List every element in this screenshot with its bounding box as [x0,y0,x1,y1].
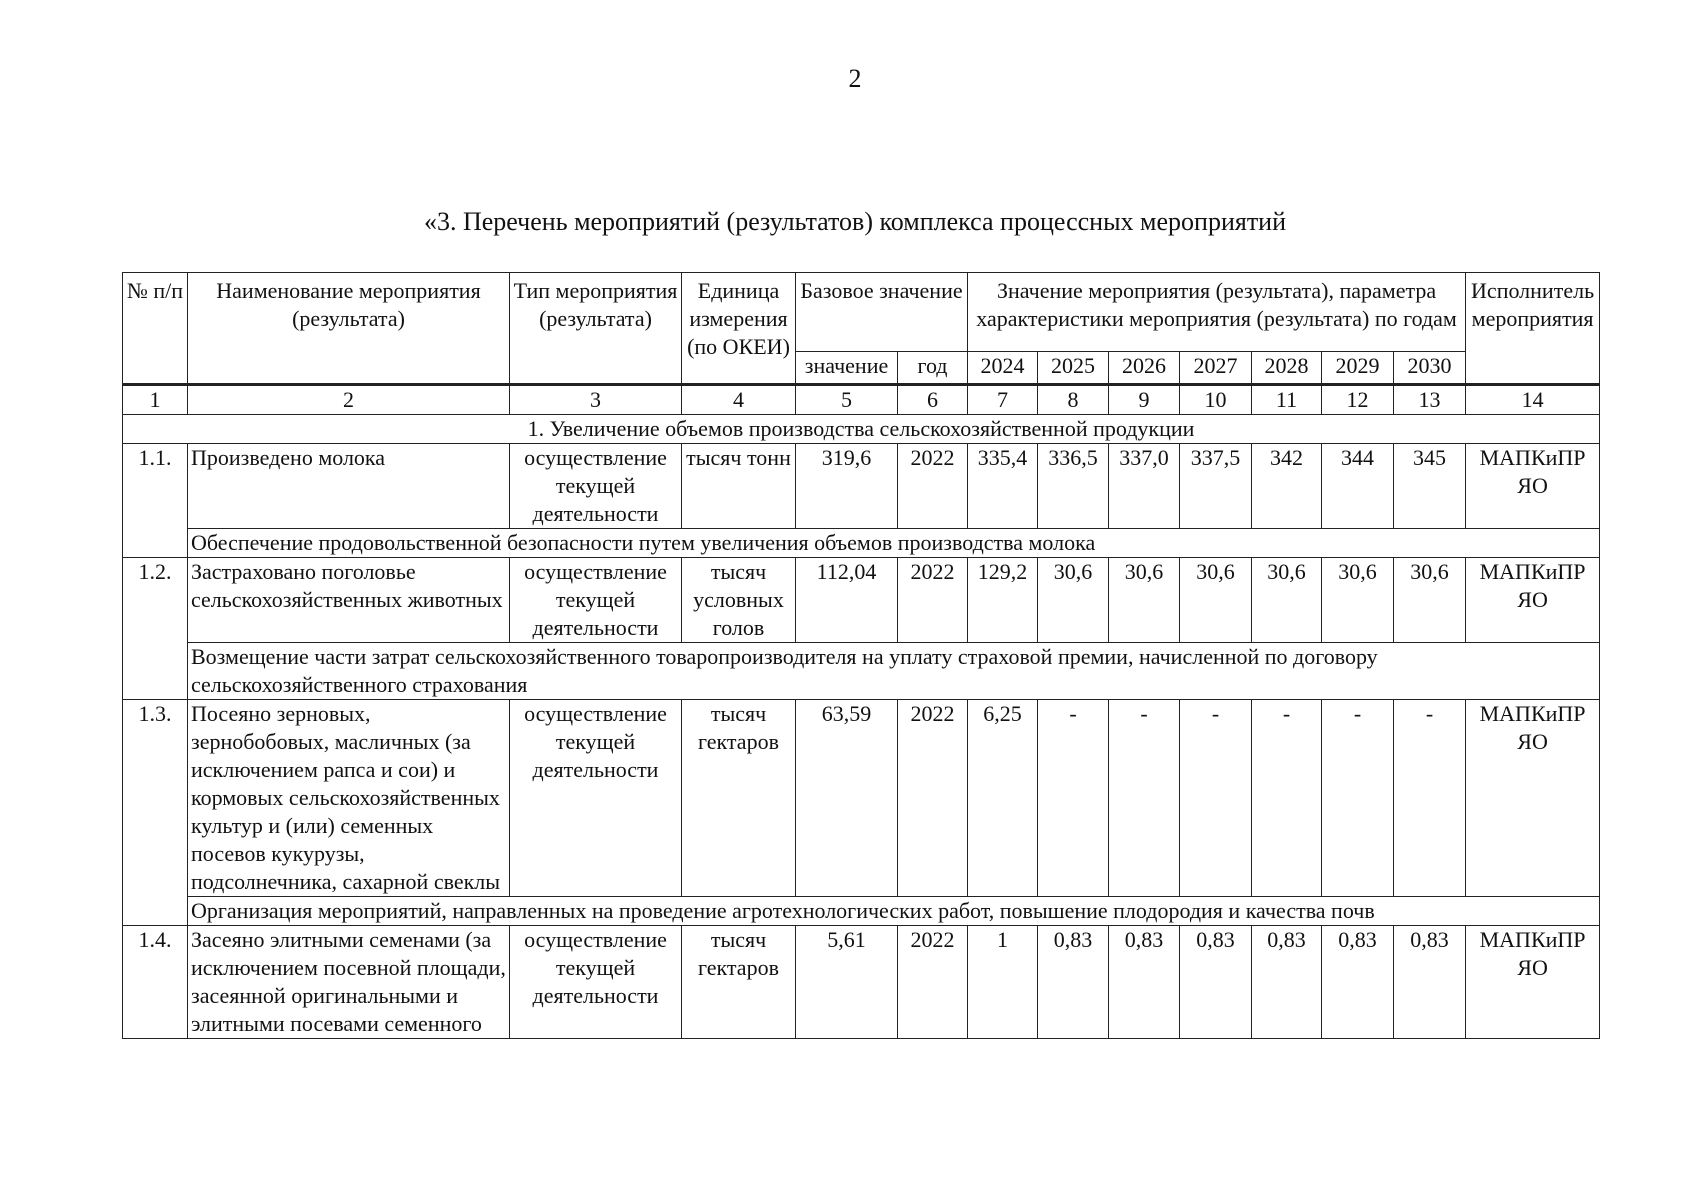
header-row [123,273,1600,352]
row-value-2028: 342 [1252,444,1322,529]
row-base-value: 112,04 [796,558,898,643]
header-number: № п/п [123,273,188,385]
column-number: 7 [968,385,1038,415]
row-value-2025: 0,83 [1038,926,1109,1039]
row-value-2029: 0,83 [1322,926,1394,1039]
row-base-value: 319,6 [796,444,898,529]
header-base: Базовое значение [796,273,968,352]
header-year-2030: 2030 [1394,352,1466,385]
row-name: Произведено молока [188,444,510,529]
row-description: Обеспечение продовольственной безопасности путем увеличения объемов производства молока [188,529,1600,558]
table-row [123,558,1600,643]
column-number: 10 [1180,385,1252,415]
row-type: осуществление текущей деятельности [510,926,682,1039]
row-value-2030: 345 [1394,444,1466,529]
header-year-2029: 2029 [1322,352,1394,385]
table-row [123,700,1600,897]
column-number: 12 [1322,385,1394,415]
row-type: осуществление текущей деятельности [510,700,682,897]
header-base-value: значение [796,352,898,385]
row-value-2029: 30,6 [1322,558,1394,643]
row-value-2024: 129,2 [968,558,1038,643]
column-number: 3 [510,385,682,415]
header-name: Наименование мероприятия (результата) [188,273,510,385]
column-number: 2 [188,385,510,415]
row-value-2030: 30,6 [1394,558,1466,643]
row-executor: МАПКиПР ЯО [1466,558,1600,643]
row-value-2026: 30,6 [1109,558,1180,643]
row-base-year: 2022 [898,926,968,1039]
row-unit: тысяч гектаров [682,700,796,897]
row-executor: МАПКиПР ЯО [1466,926,1600,1039]
row-name: Посеяно зерновых, зернобобовых, масличных (за исключением рапса и сои) и кормовых сельскохозяйственных культур и (или) семенных посевов кукурузы, подсолнечника, сахарной свеклы [188,700,510,897]
section-title: 1. Увеличение объемов производства сельскохозяйственной продукции [123,415,1600,444]
column-number: 8 [1038,385,1109,415]
row-name: Засеяно элитными семенами (за исключением посевной площади, засеянной оригинальными и элитными посевами семенного [188,926,510,1039]
row-value-2024: 335,4 [968,444,1038,529]
section-row [123,415,1600,444]
description-row [123,529,1600,558]
row-value-2025: 336,5 [1038,444,1109,529]
table-row [123,926,1600,1039]
header-year-2028: 2028 [1252,352,1322,385]
header-year-2025: 2025 [1038,352,1109,385]
row-number: 1.4. [123,926,188,1039]
column-number: 5 [796,385,898,415]
row-number: 1.3. [123,700,188,926]
table-row [123,444,1600,529]
header-year-2024: 2024 [968,352,1038,385]
row-value-2028: - [1252,700,1322,897]
row-number: 1.2. [123,558,188,700]
row-value-2026: - [1109,700,1180,897]
activities-table [122,272,1600,1039]
column-number: 9 [1109,385,1180,415]
description-row [123,897,1600,926]
page-number: 2 [848,64,862,93]
row-base-value: 5,61 [796,926,898,1039]
header-base-year: год [898,352,968,385]
row-unit: тысяч гектаров [682,926,796,1039]
row-unit: тысяч тонн [682,444,796,529]
row-value-2027: 0,83 [1180,926,1252,1039]
column-numbers-row [123,385,1600,415]
row-value-2026: 337,0 [1109,444,1180,529]
header-executor: Исполнитель мероприятия [1466,273,1600,385]
header-year-2026: 2026 [1109,352,1180,385]
row-description: Организация мероприятий, направленных на проведение агротехнологических работ, повышение плодородия и качества почв [188,897,1600,926]
row-value-2028: 0,83 [1252,926,1322,1039]
row-value-2024: 6,25 [968,700,1038,897]
row-executor: МАПКиПР ЯО [1466,700,1600,897]
header-values-group: Значение мероприятия (результата), параметра характеристики мероприятия (результата) по годам [968,273,1466,352]
row-unit: тысяч условных голов [682,558,796,643]
row-name: Застраховано поголовье сельскохозяйственных животных [188,558,510,643]
row-value-2027: 337,5 [1180,444,1252,529]
row-value-2028: 30,6 [1252,558,1322,643]
column-number: 11 [1252,385,1322,415]
row-description: Возмещение части затрат сельскохозяйственного товаропроизводителя на уплату страховой премии, начисленной по договору сельскохозяйственного страхования [188,643,1600,700]
row-base-year: 2022 [898,700,968,897]
column-number: 14 [1466,385,1600,415]
description-row [123,643,1600,700]
column-number: 13 [1394,385,1466,415]
row-value-2026: 0,83 [1109,926,1180,1039]
header-type: Тип мероприятия (результата) [510,273,682,385]
column-number: 1 [123,385,188,415]
header-unit: Единица измерения (по ОКЕИ) [682,273,796,385]
row-value-2027: - [1180,700,1252,897]
row-value-2025: 30,6 [1038,558,1109,643]
row-executor: МАПКиПР ЯО [1466,444,1600,529]
column-number: 6 [898,385,968,415]
row-value-2024: 1 [968,926,1038,1039]
row-value-2027: 30,6 [1180,558,1252,643]
row-value-2029: - [1322,700,1394,897]
row-base-year: 2022 [898,444,968,529]
row-type: осуществление текущей деятельности [510,558,682,643]
column-number: 4 [682,385,796,415]
row-base-year: 2022 [898,558,968,643]
header-year-2027: 2027 [1180,352,1252,385]
row-value-2030: - [1394,700,1466,897]
row-base-value: 63,59 [796,700,898,897]
row-value-2030: 0,83 [1394,926,1466,1039]
row-value-2025: - [1038,700,1109,897]
row-number: 1.1. [123,444,188,558]
row-value-2029: 344 [1322,444,1394,529]
row-type: осуществление текущей деятельности [510,444,682,529]
document-title: «3. Перечень мероприятий (результатов) комплекса процессных мероприятий [423,207,1287,236]
